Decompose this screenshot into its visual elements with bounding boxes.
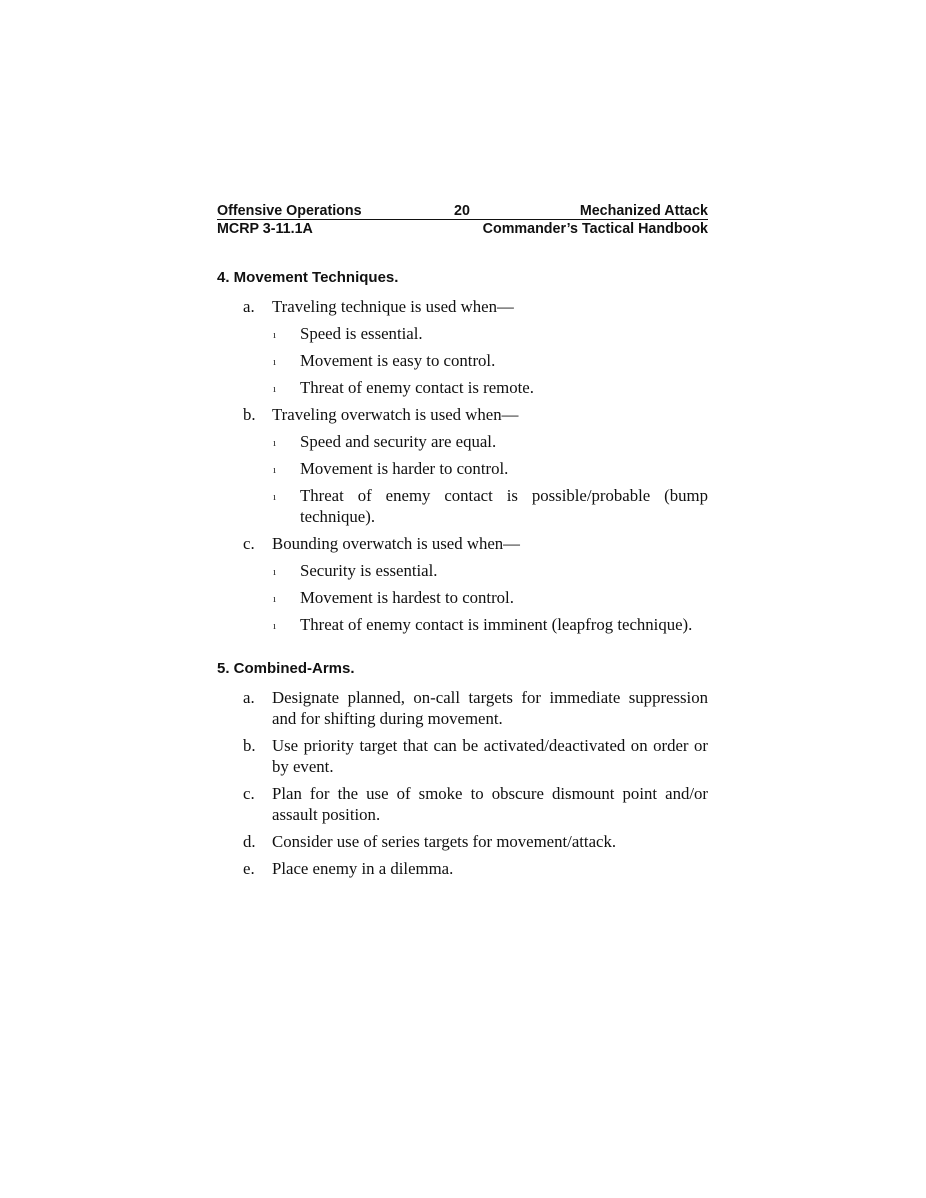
item-label: a. — [243, 297, 255, 316]
item-text: Use priority target that can be activated/deactivated on order or by event. — [272, 736, 708, 776]
running-header-bottom — [217, 220, 708, 238]
bullet-text: Security is essential. — [300, 561, 438, 580]
item-label: c. — [243, 784, 255, 803]
item-label: b. — [243, 405, 256, 424]
section-5-body — [217, 687, 708, 879]
header-page-number: 20 — [454, 203, 470, 219]
bullet-text: Movement is easy to control. — [300, 351, 496, 370]
item-text: Plan for the use of smoke to obscure dismount point and/or assault position. — [272, 784, 708, 824]
bullet-item — [217, 587, 708, 608]
section-heading: 5. Combined-Arms. — [217, 660, 355, 677]
bullet-icon: ı — [273, 491, 277, 503]
bullet-item — [217, 323, 708, 344]
item-label: e. — [243, 859, 255, 878]
item-label: a. — [243, 688, 255, 707]
list-item — [217, 404, 708, 425]
bullet-item — [217, 614, 708, 635]
header-publication-title: Commander’s Tactical Handbook — [482, 221, 708, 237]
bullet-item — [217, 350, 708, 371]
item-label: d. — [243, 832, 256, 851]
bullet-item — [217, 458, 708, 479]
bullet-text: Threat of enemy contact is remote. — [300, 378, 534, 397]
bullet-icon: ı — [273, 356, 277, 368]
bullet-icon: ı — [273, 437, 277, 449]
running-header-top — [217, 202, 708, 220]
bullet-item — [217, 431, 708, 452]
bullet-text: Movement is harder to control. — [300, 459, 509, 478]
list-item — [217, 831, 708, 852]
list-item — [217, 296, 708, 317]
item-text: Traveling technique is used when— — [272, 297, 514, 316]
item-label: b. — [243, 736, 256, 755]
section-4-body — [217, 296, 708, 635]
list-item — [217, 687, 708, 729]
bullet-item — [217, 377, 708, 398]
list-item — [217, 533, 708, 554]
bullet-text: Movement is hardest to control. — [300, 588, 514, 607]
document-page — [217, 202, 708, 879]
section-heading: 4. Movement Techniques. — [217, 269, 399, 286]
bullet-icon: ı — [273, 329, 277, 341]
bullet-item — [217, 485, 708, 527]
header-section-title: Mechanized Attack — [579, 203, 708, 219]
bullet-text: Threat of enemy contact is possible/probable (bump technique). — [300, 486, 708, 526]
bullet-icon: ı — [273, 566, 277, 578]
bullet-text: Threat of enemy contact is imminent (leapfrog technique). — [300, 615, 693, 634]
header-chapter-title: Offensive Operations — [217, 203, 362, 219]
item-text: Traveling overwatch is used when— — [272, 405, 519, 424]
item-text: Place enemy in a dilemma. — [272, 859, 454, 878]
item-text: Consider use of series targets for movement/attack. — [272, 832, 617, 851]
bullet-icon: ı — [273, 464, 277, 476]
bullet-icon: ı — [273, 620, 277, 632]
bullet-item — [217, 560, 708, 581]
bullet-icon: ı — [273, 593, 277, 605]
list-item — [217, 858, 708, 879]
item-label: c. — [243, 534, 255, 553]
bullet-icon: ı — [273, 383, 277, 395]
item-text: Bounding overwatch is used when— — [272, 534, 520, 553]
list-item — [217, 783, 708, 825]
list-item — [217, 735, 708, 777]
bullet-text: Speed is essential. — [300, 324, 423, 343]
header-publication-id: MCRP 3-11.1A — [217, 221, 313, 237]
item-text: Designate planned, on-call targets for immediate suppression and for shifting during movement. — [272, 688, 708, 728]
bullet-text: Speed and security are equal. — [300, 432, 497, 451]
